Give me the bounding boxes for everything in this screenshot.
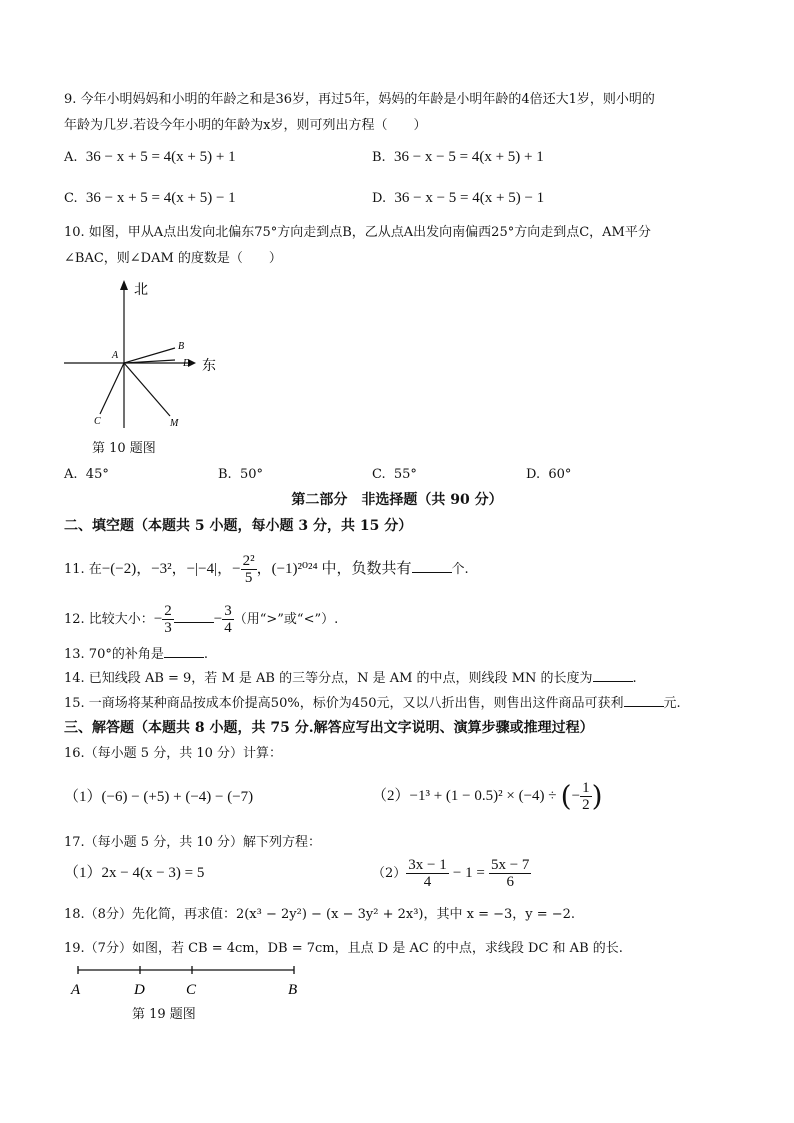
label-c: C xyxy=(186,982,197,998)
label-d: D xyxy=(183,358,191,369)
section3-title: 三、解答题（本题共 8 小题，共 75 分.解答应写出文字说明、演算步骤或推理过程） xyxy=(64,720,594,736)
q10-line2: ∠BAC，则∠DAM 的度数是（ ） xyxy=(64,251,282,266)
part2-title: 第二部分 非选择题（共 90 分） xyxy=(291,492,503,508)
q10-option-a: A. 45° xyxy=(64,467,109,482)
q17-part2: （2） $\frac{3x - 1}{4}$ − 1 = $\frac{5x - 7}{6}$ xyxy=(372,857,530,890)
q11: 11. 在−(−2)，−3²，−|−4|，− $\frac{\text{2²}}{5}$ ，(−1)²⁰²⁴ 中，负数共有 个. xyxy=(64,553,469,586)
q9-option-b: B. 36 − x − 5 = 4(x + 5) + 1 xyxy=(372,149,544,165)
q10-line1: 10. 如图，甲从A点出发向北偏东75°方向走到点B，乙从点A出发向南偏西25°方向走到点C，AM平分 xyxy=(64,225,651,240)
label-a: A xyxy=(71,982,81,998)
q9-option-a: A. 36 − x + 5 = 4(x + 5) + 1 xyxy=(64,149,236,165)
q10-figure xyxy=(60,276,230,436)
q9-option-d: D. 36 − x − 5 = 4(x + 5) − 1 xyxy=(372,190,545,206)
q19-figure-caption: 第 19 题图 xyxy=(132,1007,196,1022)
q9-option-c: C. 36 − x + 5 = 4(x + 5) − 1 xyxy=(64,190,236,206)
north-arrow-icon xyxy=(120,280,128,290)
q16-head: 16.（每小题 5 分，共 10 分）计算： xyxy=(64,746,283,761)
q17-part1: （1）2x − 4(x − 3) = 5 xyxy=(64,865,205,881)
label-east: 东 xyxy=(202,359,216,374)
q19: 19.（7分）如图，若 CB = 4cm，DB = 7cm，且点 D 是 AC 的中点，求线段 DC 和 AB 的长. xyxy=(64,941,623,956)
q9-line2: 年龄为几岁.若设今年小明的年龄为x岁，则可列出方程（ ） xyxy=(64,118,427,133)
q19-figure xyxy=(64,962,314,1002)
q16-part2: （2）−1³ + (1 − 0.5)² × (−4) ÷ (− $\frac{1}{2}$ ) xyxy=(372,779,603,813)
q12: 12. 比较大小：− $\frac{2}{3}$ − $\frac{3}{4}$ （用“>”或“<”）. xyxy=(64,603,339,636)
ray-am xyxy=(124,363,170,416)
q13: 13. 70°的补角是 . xyxy=(64,647,208,662)
q10-option-b: B. 50° xyxy=(218,467,263,482)
q15: 15. 一商场将某种商品按成本价提高50%，标价为450元，又以八折出售，则售出这件商品可获利 元. xyxy=(64,696,681,711)
label-b: B xyxy=(178,341,185,352)
section2-title: 二、填空题（本题共 5 小题，每小题 3 分，共 15 分） xyxy=(64,518,413,534)
label-d: D xyxy=(134,982,145,998)
q18: 18.（8分）先化简，再求值：2(x³ − 2y²) − (x − 3y² + 2x³)，其中 x = −3，y = −2. xyxy=(64,907,576,922)
label-c: C xyxy=(94,416,101,427)
label-north: 北 xyxy=(134,283,148,298)
q10-figure-caption: 第 10 题图 xyxy=(92,441,156,456)
q16-part1: （1）(−6) − (+5) + (−4) − (−7) xyxy=(64,789,254,805)
q10-option-d: D. 60° xyxy=(526,467,572,482)
label-b: B xyxy=(288,982,298,998)
label-a: A xyxy=(112,350,119,361)
q14: 14. 已知线段 AB = 9，若 M 是 AB 的三等分点，N 是 AM 的中点，则线段 MN 的长度为 . xyxy=(64,671,637,686)
q17-head: 17.（每小题 5 分，共 10 分）解下列方程： xyxy=(64,835,322,850)
ray-ac xyxy=(100,363,124,414)
label-m: M xyxy=(170,418,179,429)
q9-line1: 9. 今年小明妈妈和小明的年龄之和是36岁，再过5年，妈妈的年龄是小明年龄的4倍还大1岁，则小明的 xyxy=(64,92,655,107)
q10-option-c: C. 55° xyxy=(372,467,417,482)
